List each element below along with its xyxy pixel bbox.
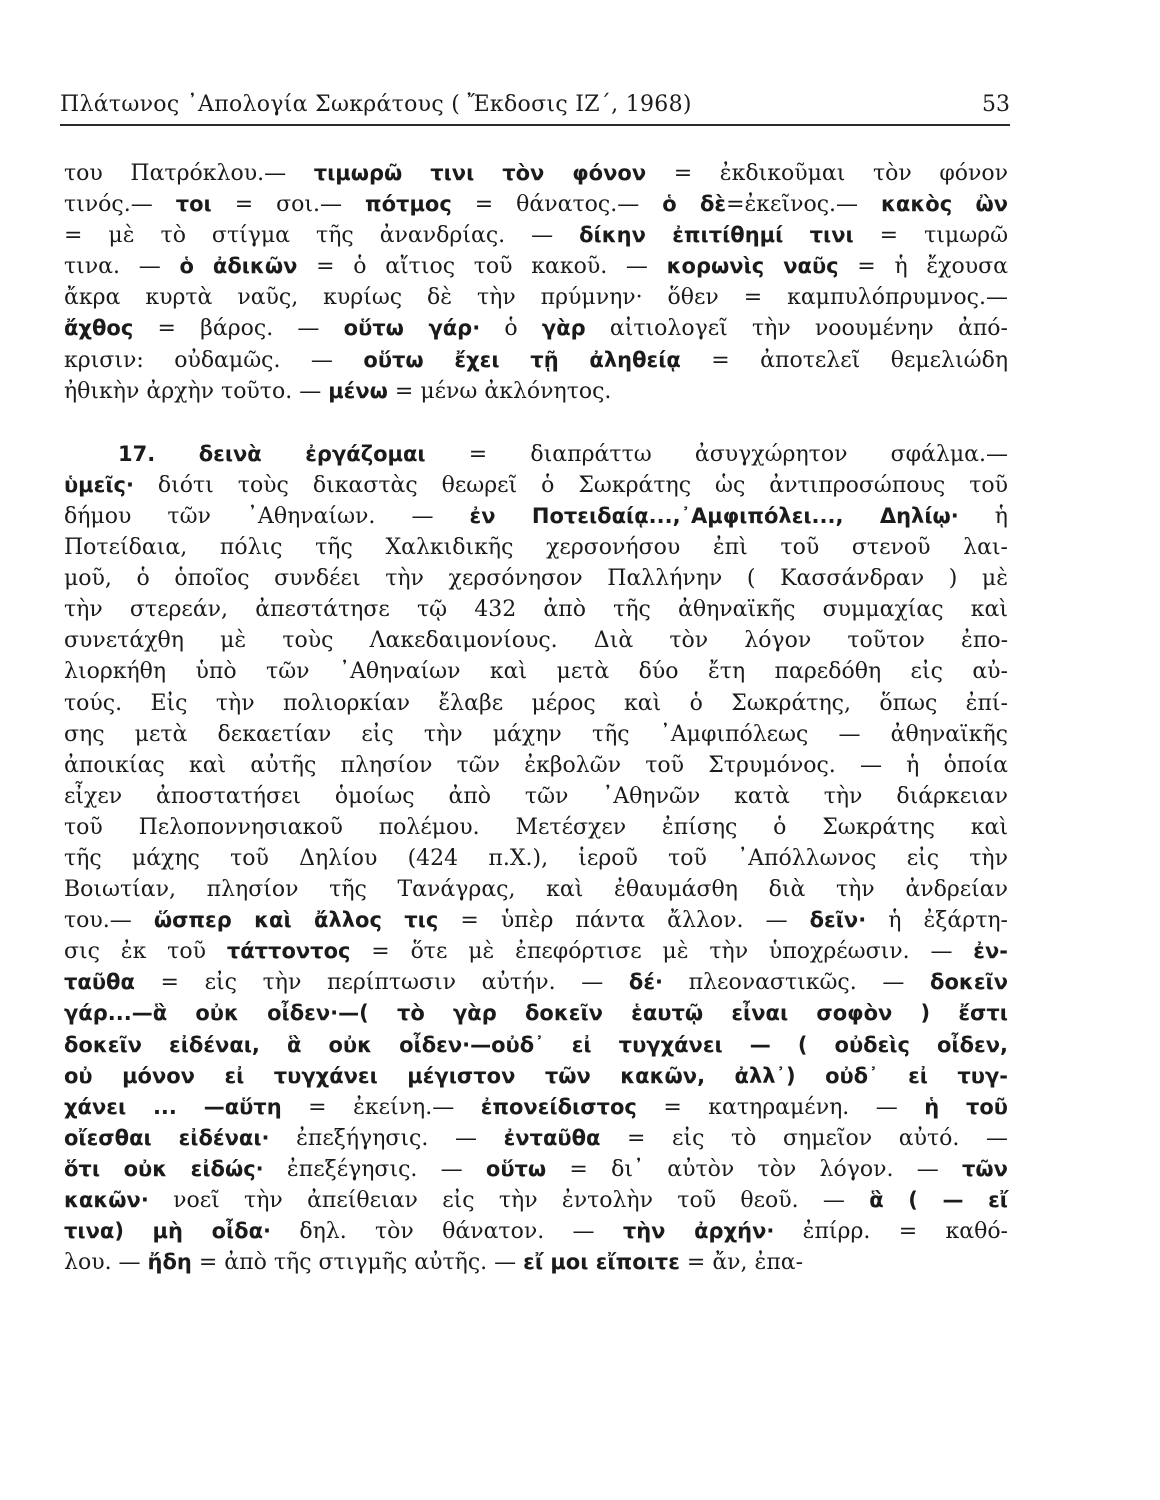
gloss-text: κρισιν: οὐδαμῶς. — — [64, 347, 364, 373]
lemma: ἡ τοῦ — [924, 1094, 1008, 1119]
gloss-text: = κατηραμένη. — — [636, 1094, 925, 1120]
lemma: ὁ δὲ — [662, 192, 727, 217]
text-line — [64, 998, 1008, 1029]
text-line — [64, 936, 1008, 967]
text-line — [64, 376, 1008, 407]
text-line — [64, 1123, 1008, 1154]
gloss-text: λιορκήθη ὑπὸ τῶν ᾽Αθηναίων καὶ μετὰ δύο ἔτη παρεδόθη εἰς αὐ- — [64, 659, 1008, 685]
lemma: κακὸς ὢν — [881, 192, 1008, 217]
text-line — [64, 439, 1008, 470]
gloss-text: = θάνατος.— — [451, 192, 663, 218]
lemma: κακῶν· — [64, 1188, 149, 1212]
gloss-text: εἶχεν ἀποστατήσει ὁμοίως ἀπὸ τῶν ᾽Αθηνῶν κατὰ τὴν διάρκειαν — [64, 783, 1008, 809]
text-line — [64, 313, 1008, 344]
text-line — [64, 1216, 1008, 1247]
page-number: 53 — [982, 92, 1010, 117]
gloss-text: μοῦ, ὁ ὁποῖος συνδέει τὴν χερσόνησον Παλλήνην ( Κασσάνδραν ) μὲ — [64, 566, 1008, 592]
text-line — [64, 189, 1008, 220]
lemma: οἴεσθαι εἰδέναι· — [64, 1125, 270, 1150]
lemma: ἤδη — [147, 1250, 192, 1275]
lemma: χάνει ... —αὕτη — [64, 1094, 282, 1119]
lemma: 17. δεινὰ ἐργάζομαι — [118, 441, 426, 466]
lemma: δίκην ἐπιτίθημί τινι — [579, 223, 854, 248]
gloss-text: τὴν στερεάν, ἀπεστάτησε τῷ 432 ἀπὸ τῆς ἀθηναϊκῆς συμμαχίας καὶ — [64, 597, 1008, 623]
gloss-text: ἡ — [958, 503, 1008, 529]
gloss-text: = ὁ αἴτιος τοῦ κακοῦ. — — [297, 254, 667, 280]
text-line — [64, 1030, 1008, 1061]
gloss-text: τούς. Εἰς τὴν πολιορκίαν ἔλαβε μέρος καὶ ὁ Σωκράτης, ὅπως ἐπί- — [64, 690, 1008, 716]
gloss-text: = μένω ἀκλόνητος. — [387, 378, 612, 404]
gloss-text: = μὲ τὸ στίγμα τῆς ἀνανδρίας. — — [64, 223, 580, 249]
gloss-text: = ἀποτελεῖ θεμελιώδη — [680, 347, 1008, 373]
gloss-text: = ὑπὲρ πάντα ἄλλον. — — [438, 908, 810, 934]
gloss-text: πλεοναστικῶς. — — [663, 970, 931, 996]
lemma: τιμωρῶ τινι τὸν φόνον — [313, 161, 647, 185]
lemma: εἴ μοι εἴποιτε — [523, 1250, 680, 1275]
lemma: οὕτω γάρ· — [343, 316, 481, 341]
text-line — [64, 656, 1008, 687]
gloss-text: ἐπεξήγησις. — — [269, 1125, 504, 1151]
lemma: ἐνταῦθα — [503, 1125, 601, 1150]
gloss-text: τῆς μάχης τοῦ Δηλίου (424 π.Χ.), ἱεροῦ τοῦ ᾽Απόλλωνος εἰς τὴν — [64, 845, 1008, 871]
gloss-text: ἡ ἐξάρτη- — [866, 908, 1008, 934]
gloss-text: = ἄν, ἐπα- — [679, 1250, 804, 1276]
text-line — [64, 470, 1008, 501]
text-line — [64, 812, 1008, 843]
lemma: δεῖν· — [809, 908, 867, 933]
gloss-text: ἠθικὴν ἀρχὴν τοῦτο. — — [64, 378, 329, 404]
gloss-text: Ποτείδαια, πόλις τῆς Χαλκιδικῆς χερσονήσου ἐπὶ τοῦ στενοῦ λαι- — [64, 535, 1008, 561]
running-header — [60, 92, 1010, 126]
lemma: ὥσπερ καὶ ἄλλος τις — [153, 908, 439, 933]
lemma: τοι — [175, 192, 212, 217]
gloss-text: = ἐκδικοῦμαι τὸν φόνον — [646, 161, 1008, 186]
lemma: ὑμεῖς· — [64, 472, 134, 497]
text-line — [64, 1247, 1008, 1278]
text-line — [64, 158, 1008, 189]
text-line — [64, 905, 1008, 936]
lemma: ἃ ( — εἴ — [869, 1188, 1008, 1212]
gloss-text: του Πατρόκλου.— — [64, 161, 314, 186]
lemma: δέ· — [628, 970, 663, 995]
text-line — [64, 843, 1008, 874]
lemma: ἄχθος — [64, 316, 134, 341]
gloss-text: σης μετὰ δεκαετίαν εἰς τὴν μάχην τῆς ᾽Αμφιπόλεως — ἀθηναϊκῆς — [64, 721, 1008, 747]
gloss-text: ἐπίρρ. = καθό- — [774, 1219, 1008, 1245]
text-line — [64, 781, 1008, 812]
text-line — [64, 874, 1008, 905]
lemma: ὁ ἀδικῶν — [179, 254, 298, 279]
gloss-text: = ἡ ἔχουσα — [838, 254, 1008, 280]
gloss-text: του.— — [64, 908, 154, 934]
lemma: ὅτι οὐκ εἰδώς· — [64, 1156, 264, 1181]
lemma: τῶν — [962, 1156, 1008, 1181]
gloss-text: Βοιωτίαν, πλησίον τῆς Τανάγρας, καὶ ἐθαυμάσθη διὰ τὴν ἀνδρείαν — [64, 877, 1008, 903]
gloss-text: = σοι.— — [211, 192, 365, 218]
gloss-text: νοεῖ τὴν ἀπείθειαν εἰς τὴν ἐντολὴν τοῦ θεοῦ. — — [148, 1188, 870, 1213]
text-line — [64, 501, 1008, 532]
gloss-text: αἰτιολογεῖ τὴν νοουμένην ἀπό- — [585, 316, 1008, 342]
gloss-text: τοῦ Πελοποννησιακοῦ πολέμου. Μετέσχεν ἐπίσης ὁ Σωκράτης καὶ — [64, 814, 1008, 840]
gloss-text: διότι τοὺς δικαστὰς θεωρεῖ ὁ Σωκράτης ὡς ἀντιπροσώπους τοῦ — [133, 472, 1008, 498]
gloss-text: τινός.— — [64, 192, 176, 218]
gloss-text: τινα. — — [64, 254, 180, 280]
lemma: γὰρ — [541, 316, 586, 341]
gloss-text: = δι᾽ αὐτὸν τὸν λόγον. — — [546, 1156, 963, 1182]
text-line — [64, 220, 1008, 251]
lemma: γάρ...—ἃ οὐκ οἶδεν·—( τὸ γὰρ δοκεῖν ἑαυτῷ εἶναι σοφὸν ) ἔστι — [64, 1001, 1008, 1026]
gloss-text: = τιμωρῶ — [853, 223, 1009, 249]
text-line — [64, 282, 1008, 313]
lemma: τάττοντος — [226, 939, 351, 964]
lemma: ἐν Ποτειδαίᾳ...,᾽Αμφιπόλει..., Δηλίῳ· — [469, 503, 959, 528]
text-line — [64, 1061, 1008, 1092]
lemma: κορωνὶς ναῦς — [666, 254, 839, 279]
gloss-text: = βάρος. — — [133, 316, 344, 342]
gloss-text: ὁ — [480, 316, 542, 342]
gloss-text: συνετάχθη μὲ τοὺς Λακεδαιμονίους. Διὰ τὸν λόγον τοῦτον ἐπο- — [64, 628, 1008, 654]
text-line — [64, 594, 1008, 625]
text-line — [64, 345, 1008, 376]
gloss-text: = διαπράττω ἀσυγχώρητον σφάλμα.— — [425, 441, 1008, 467]
gloss-text: = ἀπὸ τῆς στιγμῆς αὐτῆς. — — [191, 1250, 524, 1276]
text-line — [64, 532, 1008, 563]
gloss-text: λου. — — [64, 1250, 148, 1276]
paragraph-16-notes — [64, 158, 1008, 407]
header-title: Πλάτωνος ᾽Απολογία Σωκράτους ( Ἔκδοσις ΙΖ΄, 1968) — [60, 92, 692, 117]
gloss-text: δήμου τῶν ᾽Αθηναίων. — — [64, 503, 470, 529]
gloss-text: ἐπεξέγησις. — — [263, 1156, 486, 1182]
lemma: ἐν- — [973, 939, 1008, 964]
text-line — [64, 1185, 1008, 1216]
lemma: τὴν ἀρχήν· — [622, 1219, 775, 1244]
gloss-text: = ὅτε μὲ ἐπεφόρτισε μὲ τὴν ὑποχρέωσιν. — — [350, 939, 974, 965]
paragraph-17-notes — [64, 439, 1008, 1279]
gloss-text: ἄκρα κυρτὰ ναῦς, κυρίως δὲ τὴν πρύμνην· ὅθεν = καμπυλόπρυμνος.— — [64, 285, 1008, 311]
gloss-text: = εἰς τὸ σημεῖον αὐτό. — — [600, 1125, 1009, 1151]
commentary-text — [64, 158, 1008, 1278]
lemma: οὕτω — [485, 1156, 547, 1181]
text-line — [64, 625, 1008, 656]
lemma: τινα) μὴ οἶδα· — [64, 1219, 272, 1244]
gloss-text: =ἐκεῖνος.— — [726, 192, 881, 218]
gloss-text: = εἰς τὴν περίπτωσιν αὐτήν. — — [134, 970, 629, 996]
text-line — [64, 967, 1008, 998]
text-line — [64, 563, 1008, 594]
text-line — [64, 1092, 1008, 1123]
lemma: οὐ μόνον εἰ τυγχάνει μέγιστον τῶν κακῶν, ἀλλ᾽) οὐδ᾽ εἰ τυγ- — [64, 1063, 1008, 1088]
lemma: δοκεῖν εἰδέναι, ἃ οὐκ οἶδεν·—οὐδ᾽ εἰ τυγχάνει — ( οὐδεὶς οἶδεν, — [64, 1032, 1008, 1057]
gloss-text: δηλ. τὸν θάνατον. — — [271, 1219, 623, 1245]
gloss-text: σις ἐκ τοῦ — [64, 939, 227, 965]
text-line — [64, 251, 1008, 282]
lemma: μένω — [328, 378, 388, 403]
lemma: ἐπονείδιστος — [480, 1094, 637, 1119]
text-line — [64, 1154, 1008, 1185]
lemma: οὕτω ἔχει τῇ ἀληθείᾳ — [363, 347, 681, 372]
gloss-text: = ἐκείνη.— — [281, 1094, 481, 1120]
text-line — [64, 719, 1008, 750]
text-line — [64, 750, 1008, 781]
lemma: δοκεῖν — [930, 970, 1008, 995]
text-line — [64, 688, 1008, 719]
gloss-text: ἀποικίας καὶ αὐτῆς πλησίον τῶν ἐκβολῶν τοῦ Στρυμόνος. — ἡ ὁποία — [64, 752, 1008, 778]
lemma: ταῦθα — [64, 970, 135, 995]
lemma: πότμος — [365, 192, 452, 217]
paragraph-gap — [64, 407, 1008, 439]
